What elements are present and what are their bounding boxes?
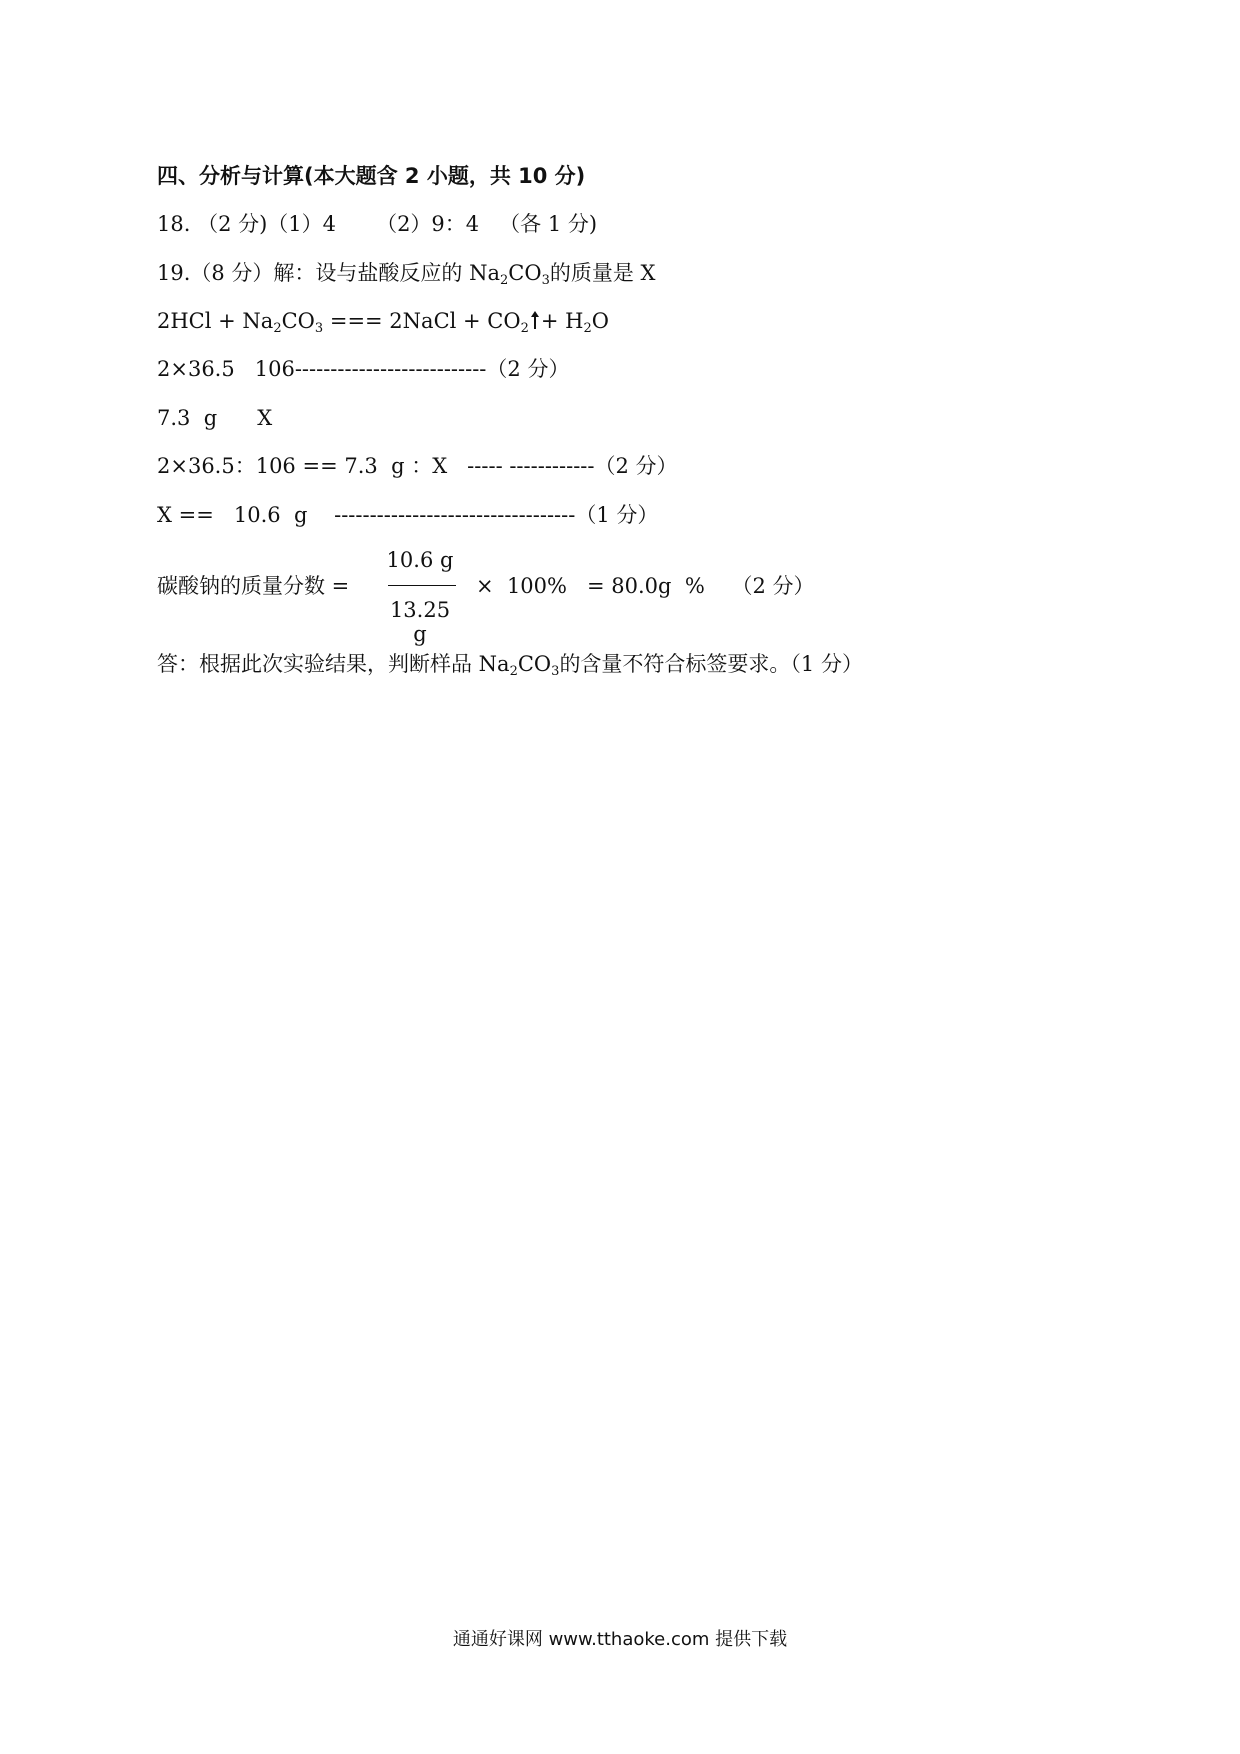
ratio-line: 2×36.5：106 == 7.3 g ：X ----- ------------（2 分）	[157, 454, 678, 478]
conclusion-answer: 答：根据此次实验结果，判断样品 $Na_2CO_3$的含量不符合标签要求。（1 分）	[157, 652, 863, 679]
q19-intro: 19.（8 分）解：设与盐酸反应的 $Na_2CO_3$的质量是 X	[157, 261, 656, 288]
gas-up-arrow-icon	[533, 313, 537, 329]
x-result-line: X == 10.6 g ----------------------------------（1 分）	[157, 503, 659, 527]
molar-mass-line: 2×36.5 106---------------------------（2 分）	[157, 357, 570, 381]
q18-answer: 18. （2 分)（1）4 （2）9：4 （各 1 分)	[157, 212, 598, 236]
chemical-equation: $2HCl + Na_2CO_3$ === 2NaCl + $CO_2 + H_2O$	[157, 309, 609, 336]
fraction-numerator: 10.6 g	[386, 548, 454, 572]
section-heading: 四、分析与计算(本大题含 2 小题，共 10 分)	[157, 164, 586, 188]
fraction-label: 碳酸钠的质量分数 =	[157, 574, 350, 598]
mass-line: 7.3 g X	[157, 406, 273, 430]
fraction-denominator: 13.25 g	[389, 598, 451, 646]
page-footer: 通通好课网 www.tthaoke.com 提供下载	[452, 1629, 788, 1650]
fraction-result: × 100% = 80.0g % （2 分）	[476, 574, 815, 598]
fraction-bar	[388, 585, 456, 586]
